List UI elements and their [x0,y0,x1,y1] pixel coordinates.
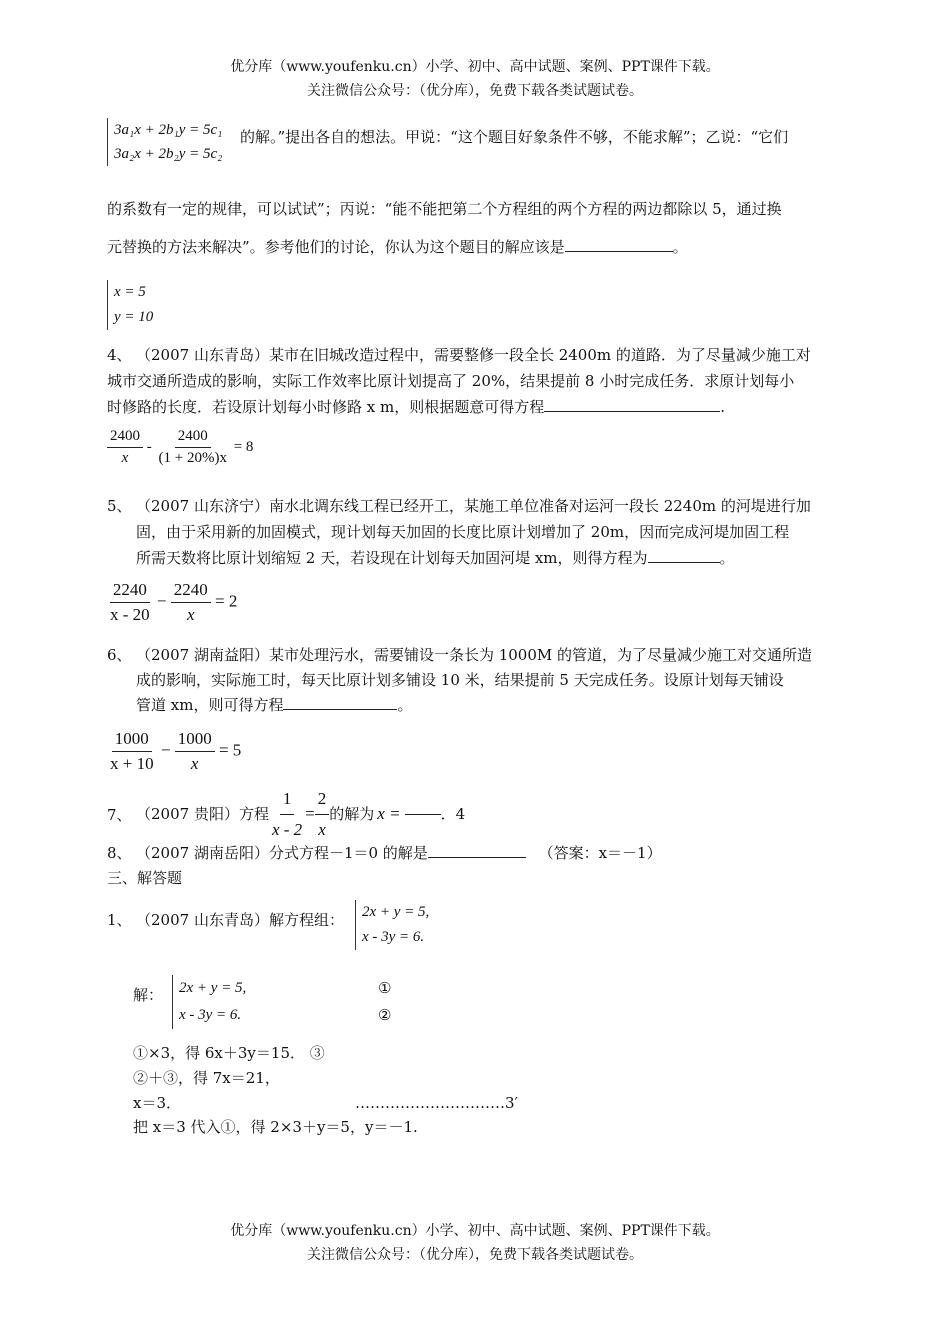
q7-equals: = [305,804,315,823]
p1-eq-1: 2x + y = 5, [362,904,430,920]
solution-eq-1: 2x + y = 5, [179,980,247,996]
intro-text-3-body: 元替换的方法来解决”。参考他们的讨论，你认为这个题目的解应该是 [107,238,565,256]
q4-line-3 [107,394,725,420]
q7-prefix: （2007 贵阳）方程 [136,805,269,823]
numerator: 1000 [112,729,152,752]
operator: − [160,740,171,760]
answer-system [107,280,153,330]
q7-blank[interactable] [405,814,441,815]
q6-fraction-2 [175,729,215,774]
numerator: 1000 [175,729,215,752]
q6-line-3-end: 。 [397,696,413,714]
denominator: x [190,754,199,773]
equation-system [355,900,429,950]
header-line-1: 优分库（www.youfenku.cn）小学、初中、高中试题、案例、PPT课件下载。 [230,59,720,75]
numerator: 2400 [175,428,211,448]
q5-answer [107,580,237,625]
q8-answer: （答案：x＝－1） [538,844,662,862]
intro-answer [107,280,153,330]
q5-blank[interactable] [648,562,720,563]
system-equation-2: 3a₂x + 2b₂y = 5c₂ [114,146,223,162]
q4-line-2: 城市交通所造成的影响，实际工作效率比原计划提高了 20%，结果提前 8 小时完成任务．求原计划每小 [107,372,795,390]
answer-blank[interactable] [565,251,673,252]
numerator: 2 [315,786,330,815]
footer-line-2: 关注微信公众号：（优分库），免费下载各类试题试卷。 [307,1247,643,1263]
q5-line-3-body: 所需天数将比原计划缩短 2 天，若设现在计划每天加固河堤 xm，则得方程为 [136,549,648,567]
solution-step-1: ①×3，得 6x＋3y＝15． ③ [133,1044,325,1062]
solution-system [172,975,246,1029]
p1-eq-2: x - 3y = 6. [362,929,425,945]
right-hand-side: = 2 [215,591,238,611]
intro-text-3 [107,234,688,260]
intro-text-1: 的解。”提出各自的想法。甲说：“这个题目好象条件不够，不能求解”；乙说：“它们 [240,128,789,146]
q4-answer [107,428,253,467]
numerator: 2240 [171,580,211,603]
q4-line-3-body: 时修路的长度．若设原计划每小时修路 x m，则根据题意可得方程 [107,398,545,416]
q6-number: 6、 [107,646,132,664]
q5-line-3-end: 。 [719,549,735,567]
right-hand-side: = 5 [218,740,242,760]
q8-line [136,840,662,866]
q5-fraction-2 [171,580,211,625]
q8-blank[interactable] [428,857,526,858]
q6-answer [107,729,241,774]
numerator: 2240 [110,580,150,603]
q7-end: ．4 [440,805,466,823]
header-line-2: 关注微信公众号：（优分库），免费下载各类试题试卷。 [307,83,643,99]
equation-system [172,975,246,1029]
q4-line-3-end: . [720,398,726,416]
q4-blank[interactable] [544,411,720,412]
q7-line [136,790,465,838]
q4-line-1: （2007 山东青岛）某市在旧城改造过程中，需要整修一段全长 2400m 的道路．为了尽量减少施工对 [136,346,811,364]
q6-fraction-1 [107,729,157,774]
q5-line-3 [136,545,735,571]
denominator: x [121,450,129,466]
solution-step-3: x＝3． [133,1094,182,1112]
solution-step-4: 把 x＝3 代入①，得 2×3＋y＝5，y＝－1. [133,1118,418,1136]
numerator: 1 [280,786,295,815]
intro-system [107,118,222,166]
p1-number: 1、 [107,911,132,929]
solution-step-2: ②＋③，得 7x＝21， [133,1069,280,1087]
intro-text-2: 的系数有一定的规律，可以试试”；丙说：“能不能把第二个方程组的两个方程的两边都除以 5，通过换 [107,200,782,218]
operator: − [156,591,167,611]
solution-mark-2: ② [378,1006,392,1024]
operator: - [146,438,152,455]
p1-system [355,900,429,950]
right-hand-side: = 8 [233,438,254,455]
solution-eq-2: x - 3y = 6. [179,1007,242,1023]
denominator: x [318,819,326,839]
q6-line-1: （2007 湖南益阳）某市处理污水，需要铺设一条长为 1000M 的管道，为了尽量减少施工对交通所造 [136,646,813,664]
q8-number: 8、 [107,844,132,862]
q6-line-3-body: 管道 xm，则可得方程 [136,696,284,714]
q4-fraction-1 [107,428,143,467]
denominator: x + 10 [110,754,154,773]
denominator: x - 2 [271,819,303,839]
q5-line-2: 固，由于采用新的加固模式，现计划每天加固的长度比原计划增加了 20m，因而完成河堤加固工程 [136,523,790,541]
solution-score: …………………………3′ [355,1094,518,1112]
q6-line-2: 成的影响，实际施工时，每天比原计划多铺设 10 米，结果提前 5 天完成任务。设原计划每天铺设 [136,671,784,689]
q7-variable: x = [377,804,401,823]
q5-number: 5、 [107,497,132,515]
q7-number: 7、 [107,806,132,824]
q6-line-3 [136,692,412,718]
numerator: 2400 [107,428,143,448]
intro-text-3-end: 。 [672,238,688,256]
denominator: x [186,605,195,624]
p1-text: （2007 山东青岛）解方程组： [136,911,344,929]
equation-system [107,118,222,166]
q4-number: 4、 [107,346,132,364]
q5-fraction-1 [107,580,153,625]
section-title: 三、解答题 [107,869,183,887]
q4-fraction-2 [156,428,230,467]
q7-fraction-1 [269,786,305,843]
answer-eq-1: x = 5 [114,284,146,300]
denominator: x - 20 [110,605,150,624]
solution-label: 解： [133,986,164,1004]
denominator: (1 + 20%)x [158,450,227,466]
q7-middle: 的解为 [329,805,375,823]
solution-mark-1: ① [378,979,392,997]
answer-eq-2: y = 10 [114,309,154,325]
q5-line-1: （2007 山东济宁）南水北调东线工程已经开工，某施工单位准备对运河一段长 2240m 的河堤进行加 [136,497,811,515]
system-equation-1: 3a₁x + 2b₁y = 5c₁ [114,122,223,138]
footer-line-1: 优分库（www.youfenku.cn）小学、初中、高中试题、案例、PPT课件下载。 [230,1223,720,1239]
q6-blank[interactable] [283,709,397,710]
q8-text: （2007 湖南岳阳）分式方程－1＝0 的解是 [136,844,428,862]
q7-fraction-2 [315,786,330,843]
